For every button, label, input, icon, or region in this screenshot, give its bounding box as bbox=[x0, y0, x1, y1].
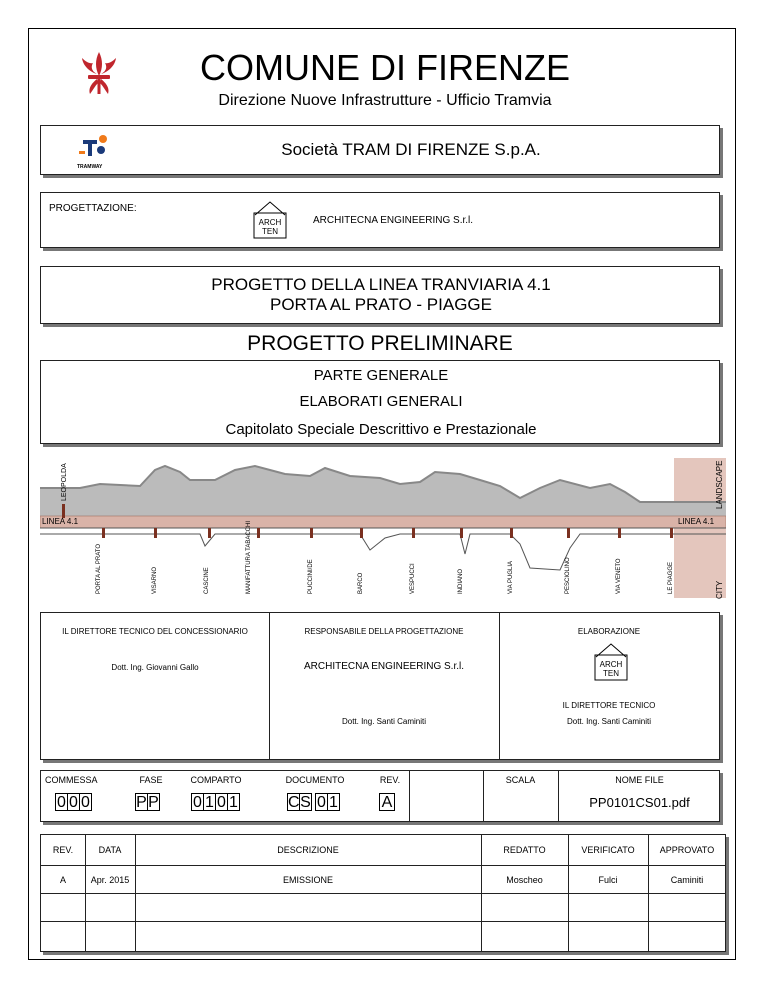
documento-code bbox=[287, 793, 339, 811]
code-digit: 0 bbox=[55, 793, 68, 811]
code-digit: P bbox=[136, 794, 147, 811]
responsible-title: RESPONSABILE DELLA PROGETTAZIONE bbox=[304, 627, 464, 636]
column-header: REDATTO bbox=[503, 845, 546, 855]
document-title: Capitolato Speciale Descrittivo e Prestazionale bbox=[225, 421, 537, 438]
stop-label: LE PIAGGE bbox=[668, 561, 674, 594]
comparto-code bbox=[191, 793, 239, 811]
stop-label: BARCO bbox=[358, 572, 364, 594]
stop-label: PUCCINI/DE bbox=[308, 559, 314, 594]
column-header: APPROVATO bbox=[659, 845, 715, 855]
director-name: Dott. Ing. Giovanni Gallo bbox=[111, 663, 199, 672]
project-line-2: PORTA AL PRATO - PIAGGE bbox=[269, 295, 492, 314]
elaboration-title: ELABORAZIONE bbox=[577, 627, 641, 636]
profile-landscape-label: LANDSCAPE bbox=[715, 460, 724, 509]
code-digit: 1 bbox=[227, 793, 240, 811]
code-digit: 1 bbox=[327, 793, 340, 811]
svg-text:ARCH: ARCH bbox=[258, 218, 282, 227]
page-title: COMUNE DI FIRENZE bbox=[199, 47, 570, 88]
table-cell: A bbox=[59, 875, 66, 885]
document-part: PARTE GENERALE bbox=[313, 367, 449, 384]
project-box bbox=[40, 266, 720, 324]
stop-label: VIA PUGLIA bbox=[508, 560, 514, 594]
profile-city-label: CITY bbox=[715, 580, 724, 599]
code-digit: 0 bbox=[215, 793, 228, 811]
design-box bbox=[40, 192, 720, 248]
file-name: PP0101CS01.pdf bbox=[589, 795, 690, 810]
line-label-left: LINEA 4.1 bbox=[42, 517, 79, 526]
stop-label: PORTA AL PRATO bbox=[96, 543, 102, 594]
line-label-right: LINEA 4.1 bbox=[678, 517, 715, 526]
code-digit: 0 bbox=[67, 793, 80, 811]
profile-left-label: LEOPOLDA bbox=[61, 463, 68, 501]
responsible-firm: ARCHITECNA ENGINEERING S.r.l. bbox=[303, 661, 465, 672]
director-title: IL DIRETTORE TECNICO DEL CONCESSIONARIO bbox=[62, 627, 248, 636]
tramway-logo-text: TRAMWAY bbox=[77, 164, 103, 170]
skyline-profile-graphic bbox=[40, 458, 726, 598]
table-cell: Caminiti bbox=[670, 875, 704, 885]
stop-label: VISARNO bbox=[152, 566, 158, 594]
stop-label: INDIANO bbox=[458, 568, 464, 594]
page-subtitle: Direzione Nuove Infrastrutture - Ufficio Tramvia bbox=[218, 92, 552, 109]
column-header: VERIFICATO bbox=[581, 845, 635, 855]
svg-text:TEN: TEN bbox=[262, 227, 278, 236]
company-name: Società TRAM DI FIRENZE S.p.A. bbox=[281, 140, 541, 159]
table-cell: Apr. 2015 bbox=[90, 875, 130, 885]
codes-box bbox=[40, 770, 720, 822]
table-cell: Moscheo bbox=[506, 875, 543, 885]
rev-code bbox=[379, 793, 394, 811]
column-header: DATA bbox=[98, 845, 122, 855]
svg-text:ARCH: ARCH bbox=[599, 660, 623, 669]
nome-file-label: NOME FILE bbox=[615, 775, 664, 785]
elaboration-role: IL DIRETTORE TECNICO bbox=[562, 701, 656, 710]
rev-label: REV. bbox=[379, 775, 401, 785]
code-digit: 0 bbox=[79, 793, 92, 811]
fase-code bbox=[135, 793, 159, 811]
stop-label: PESCIOLINO bbox=[565, 557, 571, 594]
signatures-box bbox=[40, 612, 720, 760]
stop-label: MANIFATTURA TABACCHI bbox=[246, 520, 252, 594]
project-line-1: PROGETTO DELLA LINEA TRANVIARIA 4.1 bbox=[211, 275, 551, 294]
document-box bbox=[40, 360, 720, 444]
column-header: REV. bbox=[52, 845, 74, 855]
fase-label: FASE bbox=[139, 775, 163, 785]
route-profile bbox=[40, 458, 726, 598]
project-phase: PROGETTO PRELIMINARE bbox=[247, 332, 513, 355]
code-digit: 0 bbox=[315, 793, 328, 811]
design-firm: ARCHITECNA ENGINEERING S.r.l. bbox=[313, 215, 474, 226]
code-digit: P bbox=[148, 794, 159, 811]
design-label: PROGETTAZIONE: bbox=[49, 203, 137, 214]
document-section: ELABORATI GENERALI bbox=[299, 393, 463, 410]
column-header: DESCRIZIONE bbox=[277, 845, 339, 855]
table-cell: EMISSIONE bbox=[282, 875, 333, 885]
revisions-table bbox=[40, 834, 726, 952]
tramway-logo-icon bbox=[75, 134, 119, 164]
code-digit: C bbox=[288, 794, 300, 811]
stop-label: VIA VENETO bbox=[616, 558, 622, 594]
code-digit: 0 bbox=[191, 793, 204, 811]
code-digit: A bbox=[379, 793, 395, 811]
stop-label: VESPUCCI bbox=[410, 563, 416, 594]
svg-text:TEN: TEN bbox=[603, 669, 619, 678]
elaboration-name: Dott. Ing. Santi Caminiti bbox=[566, 717, 652, 726]
commessa-code bbox=[55, 793, 91, 811]
responsible-name: Dott. Ing. Santi Caminiti bbox=[341, 717, 427, 726]
code-digit: S bbox=[300, 794, 311, 811]
documento-label: DOCUMENTO bbox=[285, 775, 345, 785]
code-digit: 1 bbox=[203, 793, 216, 811]
architecna-logo-icon bbox=[594, 643, 628, 681]
table-cell: Fulci bbox=[598, 875, 618, 885]
architecna-logo-icon bbox=[253, 201, 287, 239]
comparto-label: COMPARTO bbox=[190, 775, 242, 785]
florence-lily-icon bbox=[78, 50, 120, 96]
company-box bbox=[40, 125, 720, 175]
commessa-label: COMMESSA bbox=[45, 775, 98, 785]
stop-label: CASCINE bbox=[204, 567, 210, 594]
scala-label: SCALA bbox=[505, 775, 536, 785]
